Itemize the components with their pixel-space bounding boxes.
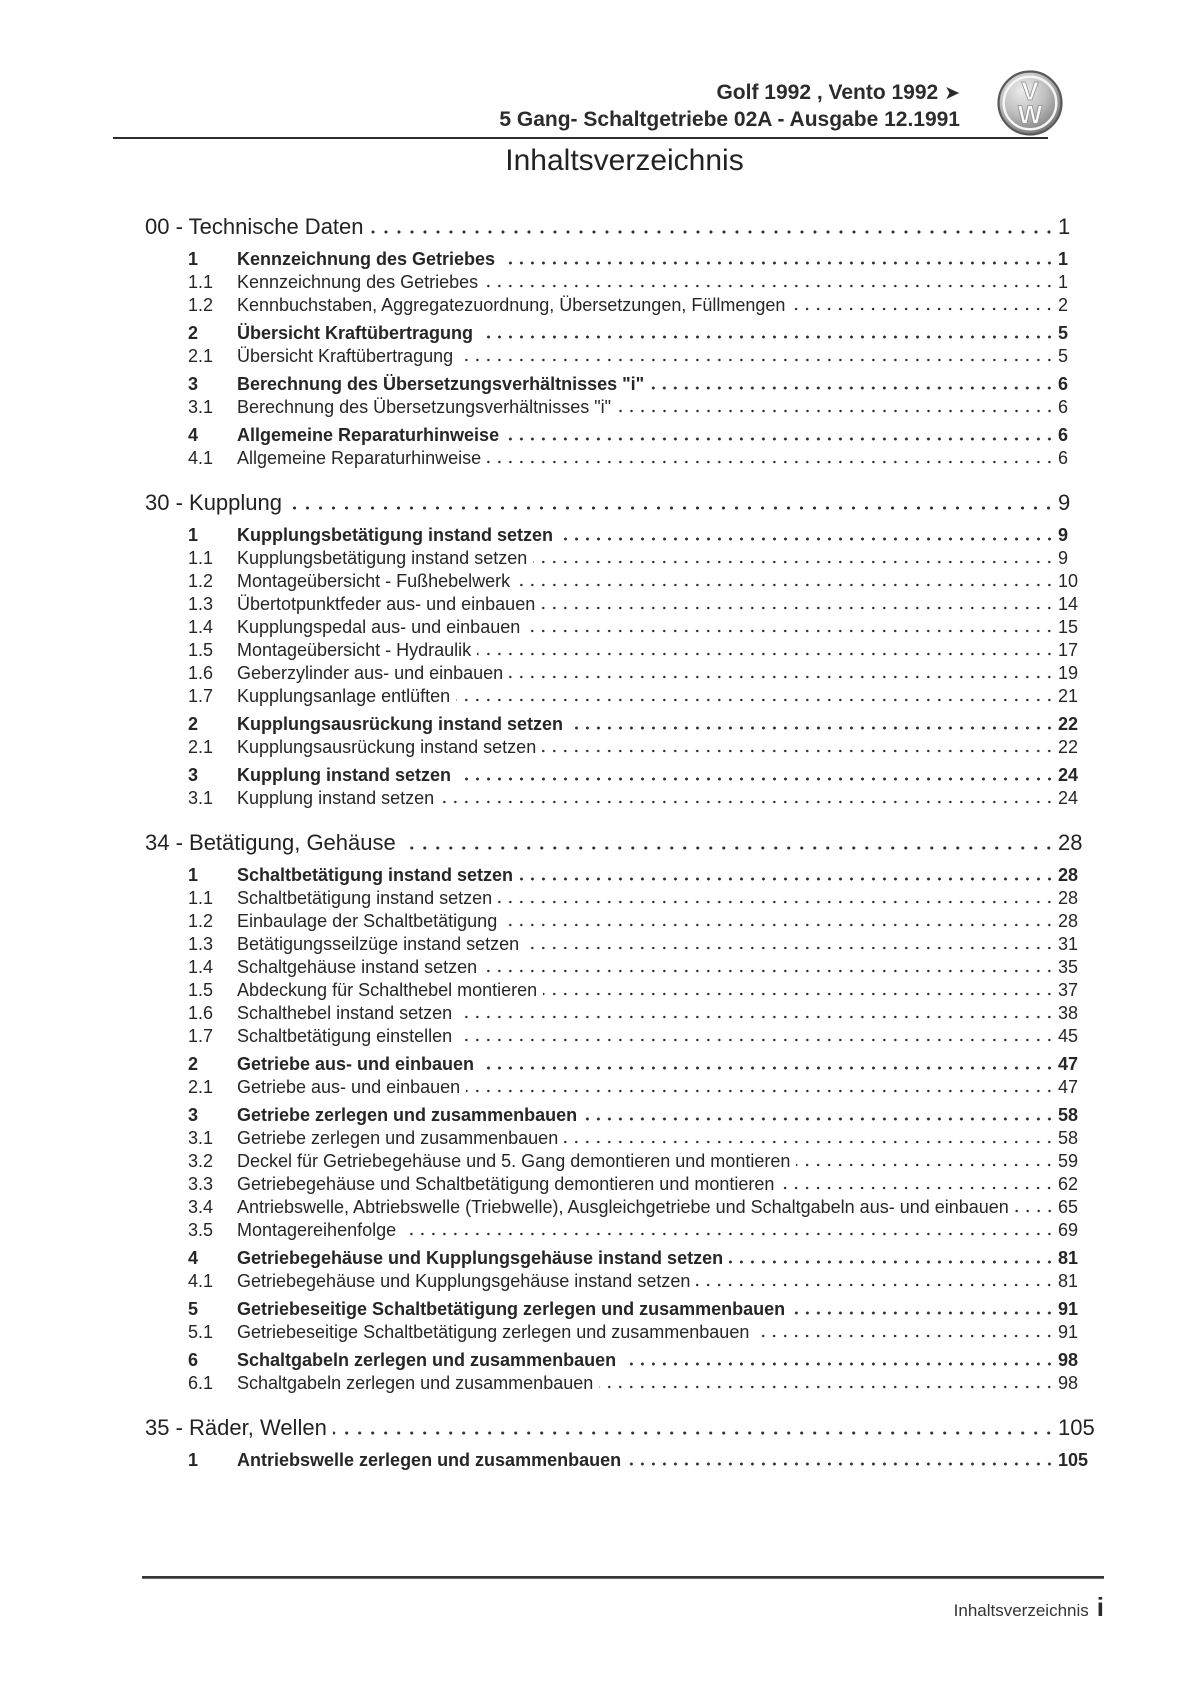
dot-leader: [559, 537, 1055, 541]
toc-entry-title: Antriebswelle, Abtriebswelle (Triebwelle), Ausgleichgetriebe und Schaltgabeln aus- und einbauen: [237, 1197, 1009, 1217]
toc-entry: [145, 787, 1104, 810]
toc-entry: [145, 736, 1104, 759]
dot-leader: [333, 1431, 1055, 1435]
header-line1: [499, 80, 960, 107]
toc-entry-number: 4: [188, 1248, 199, 1268]
toc-entry-title: Getriebeseitige Schaltbetätigung zerlegen und zusammenbauen: [237, 1322, 750, 1342]
dot-leader: [696, 1283, 1055, 1287]
toc-chapter-page: 9: [1058, 490, 1071, 515]
toc-entry: [145, 1449, 1104, 1472]
toc-entry-number: 5: [188, 1299, 199, 1319]
dot-leader: [541, 606, 1055, 610]
toc-entry-page: 6: [1058, 397, 1069, 417]
toc-entry-page: 91: [1058, 1322, 1079, 1342]
dot-leader: [622, 1362, 1055, 1366]
toc-entry: [145, 1025, 1104, 1048]
toc-entry: [145, 1349, 1104, 1372]
toc-entry: [145, 1076, 1104, 1099]
footer-label: Inhaltsverzeichnis: [953, 1601, 1089, 1620]
toc-entry: [145, 1104, 1104, 1127]
toc-entry-title: Schaltbetätigung instand setzen: [237, 865, 514, 885]
toc-entry-number: 2: [188, 323, 199, 343]
toc-entry-number: 3: [188, 765, 199, 785]
toc-entry-title: Schaltbetätigung instand setzen: [237, 888, 493, 908]
toc-entry: [145, 1247, 1104, 1270]
toc-entry-page: 28: [1058, 865, 1079, 885]
toc-entry-title: Kupplungsausrückung instand setzen: [237, 737, 537, 757]
toc-entry-page: 28: [1058, 911, 1079, 931]
toc-entry-page: 65: [1058, 1197, 1079, 1217]
toc-entry-page: 9: [1058, 548, 1069, 568]
toc-entry-page: 58: [1058, 1128, 1079, 1148]
toc-entry-title: Kupplungsbetätigung instand setzen: [237, 525, 553, 545]
toc-entry: [145, 322, 1104, 345]
dot-leader: [458, 1038, 1055, 1042]
dot-leader: [650, 386, 1055, 390]
toc-entry-page: 45: [1058, 1026, 1079, 1046]
toc-entry-title: Schaltgehäuse instand setzen: [237, 957, 478, 977]
toc-entry-page: 22: [1058, 714, 1079, 734]
toc-entry-title: Allgemeine Reparaturhinweise: [237, 425, 500, 445]
dot-leader: [791, 307, 1055, 311]
toc-entry-title: Getriebe aus- und einbauen: [237, 1077, 461, 1097]
toc-entry-page: 24: [1058, 788, 1079, 808]
toc-entry-page: 105: [1058, 1450, 1089, 1470]
toc-entry-title: Montageübersicht - Hydraulik: [237, 640, 472, 660]
toc-entry-page: 1: [1058, 249, 1069, 269]
toc-entry-number: 4.1: [188, 448, 214, 468]
dot-leader: [617, 409, 1055, 413]
toc-entry-page: 15: [1058, 617, 1079, 637]
toc-entry-number: 1.2: [188, 911, 214, 931]
toc-entry-page: 69: [1058, 1220, 1079, 1240]
toc-chapter-heading: [145, 828, 1104, 858]
footer-divider: [142, 1576, 1104, 1579]
toc-entry-page: 38: [1058, 1003, 1079, 1023]
toc-entry-number: 3: [188, 374, 199, 394]
toc-entry-page: 14: [1058, 594, 1079, 614]
header-divider: [113, 137, 1048, 139]
dot-leader: [583, 1117, 1055, 1121]
toc-chapter: [145, 212, 1104, 470]
toc-entry-title: Kupplung instand setzen: [237, 788, 435, 808]
toc-entry-number: 6.1: [188, 1373, 214, 1393]
toc-entry-number: 3.4: [188, 1197, 214, 1217]
dot-leader: [459, 358, 1055, 362]
toc-chapter: [145, 828, 1104, 1395]
toc-entry-number: 1.1: [188, 272, 214, 292]
dot-leader: [791, 1311, 1055, 1315]
toc-entry: [145, 910, 1104, 933]
dot-leader: [543, 992, 1055, 996]
toc: [145, 212, 1104, 1472]
toc-chapter-heading: [145, 1413, 1104, 1443]
dot-leader: [457, 777, 1055, 781]
dot-leader: [440, 800, 1055, 804]
toc-entry-page: 28: [1058, 888, 1079, 908]
toc-chapter-heading: [145, 488, 1104, 518]
dot-leader: [796, 1163, 1055, 1167]
vw-logo-icon: [997, 70, 1063, 136]
toc-entry: [145, 616, 1104, 639]
toc-entry: [145, 1270, 1104, 1293]
toc-entry-number: 1.1: [188, 548, 214, 568]
toc-entry-page: 9: [1058, 525, 1069, 545]
toc-entry: [145, 447, 1104, 470]
toc-entry-title: Geberzylinder aus- und einbauen: [237, 663, 504, 683]
toc-entry-title: Übertotpunktfeder aus- und einbauen: [237, 594, 536, 614]
toc-chapter-entries: [145, 1449, 1104, 1472]
toc-entry: [145, 373, 1104, 396]
svg-text:V: V: [1021, 77, 1039, 106]
toc-entry-page: 22: [1058, 737, 1079, 757]
toc-entry-title: Kennzeichnung des Getriebes: [237, 272, 479, 292]
dot-leader: [501, 261, 1055, 265]
toc-entry-number: 2.1: [188, 1077, 214, 1097]
toc-entry-title: Getriebe zerlegen und zusammenbauen: [237, 1128, 559, 1148]
dot-leader: [569, 726, 1055, 730]
toc-entry: [145, 1150, 1104, 1173]
toc-chapter-entries: [145, 524, 1104, 810]
toc-entry: [145, 294, 1104, 317]
dot-leader: [498, 900, 1055, 904]
toc-entry-title: Übersicht Kraftübertragung: [237, 346, 454, 366]
toc-entry-number: 1.3: [188, 594, 214, 614]
toc-entry: [145, 1321, 1104, 1344]
toc-entry-title: Montageübersicht - Fußhebelwerk: [237, 571, 511, 591]
dot-leader: [542, 749, 1055, 753]
dot-leader: [516, 583, 1055, 587]
dot-leader: [533, 560, 1055, 564]
toc-entry: [145, 1002, 1104, 1025]
toc-entry-page: 91: [1058, 1299, 1079, 1319]
toc-entry-page: 31: [1058, 934, 1079, 954]
toc-entry-number: 1.7: [188, 1026, 214, 1046]
toc-entry: [145, 1372, 1104, 1395]
toc-entry-title: Übersicht Kraftübertragung: [237, 323, 474, 343]
toc-entry-number: 3.3: [188, 1174, 214, 1194]
toc-entry-page: 6: [1058, 374, 1069, 394]
toc-chapter: [145, 1413, 1104, 1472]
toc-entry-title: Kupplungsausrückung instand setzen: [237, 714, 564, 734]
toc-entry-title: Getriebegehäuse und Schaltbetätigung demontieren und montieren: [237, 1174, 775, 1194]
toc-entry-title: Schaltgabeln zerlegen und zusammenbauen: [237, 1350, 617, 1370]
toc-entry-page: 59: [1058, 1151, 1079, 1171]
dot-leader: [456, 698, 1055, 702]
toc-entry-page: 81: [1058, 1248, 1079, 1268]
toc-entry: [145, 547, 1104, 570]
toc-entry-number: 5.1: [188, 1322, 214, 1342]
dot-leader: [466, 1089, 1055, 1093]
toc-entry-page: 21: [1058, 686, 1079, 706]
toc-entry-number: 2: [188, 714, 199, 734]
svg-text:W: W: [1017, 101, 1043, 130]
toc-entry-title: Kupplungsanlage entlüften: [237, 686, 451, 706]
dot-leader: [402, 1232, 1055, 1236]
toc-entry-number: 4: [188, 425, 199, 445]
toc-entry-title: Getriebe zerlegen und zusammenbauen: [237, 1105, 578, 1125]
toc-entry-number: 1.4: [188, 957, 214, 977]
dot-leader: [370, 230, 1055, 234]
toc-entry: [145, 956, 1104, 979]
dot-leader: [780, 1186, 1055, 1190]
dot-leader: [599, 1385, 1055, 1389]
toc-entry-title: Kupplungsbetätigung instand setzen: [237, 548, 528, 568]
toc-entry-title: Allgemeine Reparaturhinweise: [237, 448, 482, 468]
toc-entry-number: 3.1: [188, 397, 214, 417]
dot-leader: [503, 923, 1055, 927]
dot-leader: [1015, 1209, 1055, 1213]
toc-entry-page: 10: [1058, 571, 1079, 591]
toc-entry-title: Berechnung des Übersetzungsverhältnisses "i": [237, 397, 611, 417]
dot-leader: [288, 506, 1055, 510]
dot-leader: [402, 846, 1055, 850]
header-line2: 5 Gang- Schaltgetriebe 02A - Ausgabe 12.1991: [499, 108, 960, 131]
toc-entry-title: Schaltgabeln zerlegen und zusammenbauen: [237, 1373, 594, 1393]
toc-entry-title: Betätigungsseilzüge instand setzen: [237, 934, 520, 954]
toc-entry-title: Kennzeichnung des Getriebes: [237, 249, 496, 269]
toc-entry: [145, 570, 1104, 593]
toc-entry-page: 62: [1058, 1174, 1079, 1194]
dot-leader: [519, 877, 1055, 881]
toc-chapter-title: 34 - Betätigung, Gehäuse: [145, 830, 396, 855]
toc-entry-title: Antriebswelle zerlegen und zusammenbauen: [237, 1450, 622, 1470]
toc-entry: [145, 979, 1104, 1002]
toc-entry-title: Schalthebel instand setzen: [237, 1003, 453, 1023]
toc-chapter-title: 00 - Technische Daten: [145, 214, 364, 239]
toc-entry: [145, 1173, 1104, 1196]
toc-entry: [145, 685, 1104, 708]
dot-leader: [755, 1334, 1055, 1338]
header-model-text: Golf 1992 , Vento 1992: [716, 81, 939, 104]
toc-entry-page: 81: [1058, 1271, 1079, 1291]
toc-entry: [145, 396, 1104, 419]
toc-entry-number: 1.7: [188, 686, 214, 706]
toc-entry-number: 2.1: [188, 346, 214, 366]
toc-entry-title: Schaltbetätigung einstellen: [237, 1026, 453, 1046]
toc-entry-page: 24: [1058, 765, 1079, 785]
toc-entry: [145, 864, 1104, 887]
toc-entry-title: Getriebe aus- und einbauen: [237, 1054, 475, 1074]
toc-entry-page: 1: [1058, 272, 1069, 292]
toc-entry-number: 1: [188, 249, 199, 269]
toc-entry: [145, 662, 1104, 685]
toc-entry-number: 1.3: [188, 934, 214, 954]
dot-leader: [525, 946, 1055, 950]
toc-chapter-page: 1: [1058, 214, 1071, 239]
toc-entry-title: Deckel für Getriebegehäuse und 5. Gang demontieren und montieren: [237, 1151, 791, 1171]
toc-entry-number: 6: [188, 1350, 199, 1370]
toc-entry-page: 2: [1058, 295, 1069, 315]
toc-entry-page: 6: [1058, 425, 1069, 445]
toc-entry-number: 1.6: [188, 1003, 214, 1023]
toc-entry: [145, 713, 1104, 736]
page-title: Inhaltsverzeichnis: [505, 144, 744, 177]
toc-entry-title: Kupplung instand setzen: [237, 765, 451, 785]
toc-entry: [145, 764, 1104, 787]
toc-entry-title: Einbaulage der Schaltbetätigung: [237, 911, 498, 931]
toc-entry-number: 1.5: [188, 980, 214, 1000]
toc-entry-page: 47: [1058, 1054, 1079, 1074]
dot-leader: [483, 969, 1055, 973]
dot-leader: [487, 460, 1055, 464]
toc-entry-number: 2.1: [188, 737, 214, 757]
toc-entry: [145, 248, 1104, 271]
toc-entry-title: Abdeckung für Schalthebel montieren: [237, 980, 538, 1000]
toc-entry-page: 98: [1058, 1350, 1079, 1370]
toc-entry: [145, 1127, 1104, 1150]
toc-entry-number: 3.1: [188, 788, 214, 808]
toc-entry: [145, 345, 1104, 368]
toc-entry-page: 5: [1058, 346, 1069, 366]
toc-chapter: [145, 488, 1104, 810]
dot-leader: [479, 335, 1055, 339]
toc-entry: [145, 887, 1104, 910]
toc-entry-title: Kupplungspedal aus- und einbauen: [237, 617, 521, 637]
toc-entry-number: 1.2: [188, 571, 214, 591]
toc-entry-number: 1.1: [188, 888, 214, 908]
toc-entry: [145, 1053, 1104, 1076]
toc-entry-number: 1: [188, 1450, 199, 1470]
page-footer: [954, 1592, 1104, 1623]
toc-entry: [145, 271, 1104, 294]
toc-entry-number: 3.2: [188, 1151, 214, 1171]
toc-entry: [145, 1196, 1104, 1219]
dot-leader: [480, 1066, 1055, 1070]
toc-entry-number: 1.6: [188, 663, 214, 683]
toc-entry-number: 1: [188, 525, 199, 545]
toc-entry-page: 35: [1058, 957, 1079, 977]
dot-leader: [564, 1140, 1055, 1144]
dot-leader: [458, 1015, 1055, 1019]
toc-entry: [145, 524, 1104, 547]
dot-leader: [509, 675, 1055, 679]
dot-leader: [505, 437, 1055, 441]
toc-chapter-title: 30 - Kupplung: [145, 490, 282, 515]
toc-entry-page: 17: [1058, 640, 1079, 660]
toc-entry-page: 6: [1058, 448, 1069, 468]
toc-entry: [145, 933, 1104, 956]
toc-entry-number: 4.1: [188, 1271, 214, 1291]
toc-entry-title: Getriebeseitige Schaltbetätigung zerlegen und zusammenbauen: [237, 1299, 786, 1319]
toc-chapter-heading: [145, 212, 1104, 242]
toc-entry-number: 1.4: [188, 617, 214, 637]
toc-entry-title: Berechnung des Übersetzungsverhältnisses "i": [237, 374, 645, 394]
dot-leader: [526, 629, 1055, 633]
toc-entry-number: 3.5: [188, 1220, 214, 1240]
toc-entry-page: 58: [1058, 1105, 1079, 1125]
page-header: [499, 80, 960, 133]
toc-entry-page: 19: [1058, 663, 1079, 683]
toc-entry-title: Kennbuchstaben, Aggregatezuordnung, Übersetzungen, Füllmengen: [237, 295, 786, 315]
toc-chapter-page: 105: [1058, 1415, 1095, 1440]
toc-entry: [145, 593, 1104, 616]
dot-leader: [477, 652, 1055, 656]
toc-chapter-entries: [145, 248, 1104, 470]
toc-entry-number: 1.5: [188, 640, 214, 660]
toc-chapter-entries: [145, 864, 1104, 1395]
toc-entry: [145, 1219, 1104, 1242]
footer-page-number: i: [1096, 1592, 1104, 1622]
dot-leader: [729, 1260, 1055, 1264]
toc-entry: [145, 424, 1104, 447]
toc-entry-title: Montagereihenfolge: [237, 1220, 397, 1240]
toc-entry: [145, 1298, 1104, 1321]
toc-entry-page: 5: [1058, 323, 1069, 343]
toc-chapter-page: 28: [1058, 830, 1083, 855]
toc-entry-page: 98: [1058, 1373, 1079, 1393]
toc-entry-title: Getriebegehäuse und Kupplungsgehäuse instand setzen: [237, 1248, 724, 1268]
dot-leader: [627, 1462, 1055, 1466]
toc-entry-number: 3.1: [188, 1128, 214, 1148]
arrow-right-icon: ➤: [944, 83, 960, 104]
toc-chapter-title: 35 - Räder, Wellen: [145, 1415, 327, 1440]
toc-entry-number: 1.2: [188, 295, 214, 315]
toc-entry-title: Getriebegehäuse und Kupplungsgehäuse instand setzen: [237, 1271, 691, 1291]
toc-entry-page: 47: [1058, 1077, 1079, 1097]
toc-entry: [145, 639, 1104, 662]
toc-entry-number: 3: [188, 1105, 199, 1125]
dot-leader: [484, 284, 1055, 288]
toc-entry-number: 2: [188, 1054, 199, 1074]
toc-entry-number: 1: [188, 865, 199, 885]
toc-entry-page: 37: [1058, 980, 1079, 1000]
